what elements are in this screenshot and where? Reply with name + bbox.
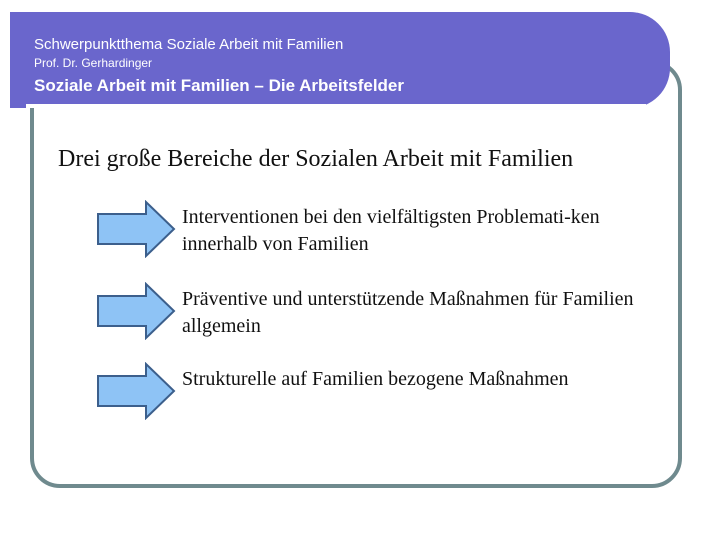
course-title: Schwerpunktthema Soziale Arbeit mit Familien (34, 36, 344, 53)
slide-title: Soziale Arbeit mit Familien – Die Arbeitsfelder (34, 76, 405, 95)
list-item-text: Präventive und unterstützende Maßnahmen für Familien allgemein (182, 288, 634, 337)
list-item-text: Interventionen bei den vielfältigsten Problemati-ken innerhalb von Familien (182, 206, 600, 255)
list-item (96, 362, 656, 422)
arrow-right-icon (96, 282, 176, 340)
arrow-right-icon (96, 200, 176, 258)
list-item (96, 282, 656, 342)
banner-divider (26, 104, 646, 108)
slide-frame (30, 60, 682, 488)
arrow-right-icon (96, 362, 176, 420)
list-item-text: Strukturelle auf Familien bezogene Maßnahmen (182, 368, 569, 390)
content-heading: Drei große Bereiche der Sozialen Arbeit mit Familien (58, 146, 574, 172)
header-banner (10, 12, 670, 108)
author-name: Prof. Dr. Gerhardinger (34, 56, 153, 70)
list-item (96, 200, 656, 260)
